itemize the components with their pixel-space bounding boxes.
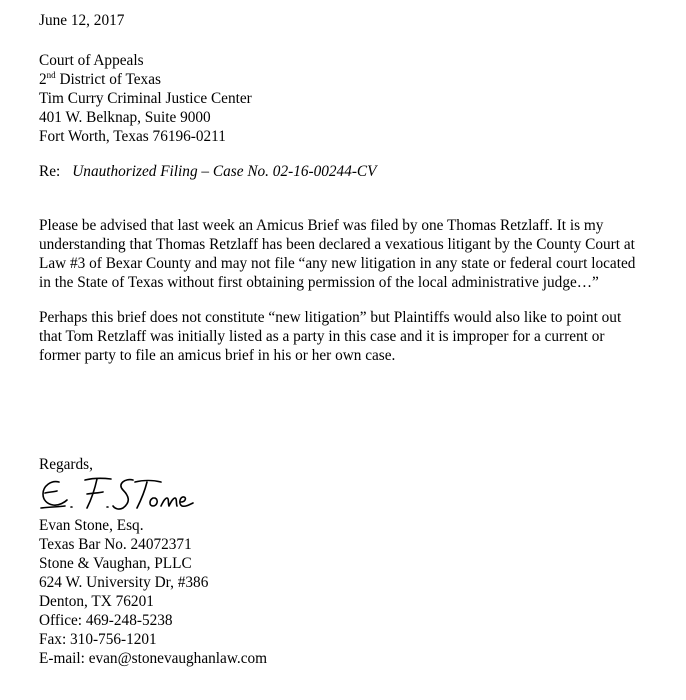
district-superscript: nd [46, 70, 56, 80]
sender-city: Denton, TX 76201 [39, 593, 154, 610]
re-subject: Unauthorized Filing – Case No. 02-16-00244-CV [72, 163, 377, 180]
paragraph-1-line: Law #3 of Bexar County and may not file “any new litigation in any state or federal court located [39, 255, 636, 272]
sender-firm: Stone & Vaughan, PLLC [39, 555, 192, 572]
sender-bar-number: Texas Bar No. 24072371 [39, 536, 192, 553]
district-number: 2 [39, 71, 47, 88]
letter-date: June 12, 2017 [39, 12, 125, 29]
re-label: Re: [39, 163, 61, 180]
paragraph-1-line: Please be advised that last week an Amicus Brief was filed by one Thomas Retzlaff. It is my [39, 217, 604, 234]
sender-name: Evan Stone, Esq. [39, 517, 144, 534]
paragraph-1-line: in the State of Texas without first obtaining permission of the local administrative judge…” [39, 274, 599, 291]
sender-office-phone: Office: 469-248-5238 [39, 612, 173, 629]
handwritten-signature [37, 474, 197, 516]
district-rest: District of Texas [55, 71, 161, 88]
sender-email[interactable]: E-mail: evan@stonevaughanlaw.com [39, 650, 268, 667]
recipient-name: Court of Appeals [39, 52, 144, 69]
paragraph-1-line: understanding that Thomas Retzlaff has been declared a vexatious litigant by the County Court at [39, 236, 635, 253]
recipient-district [39, 70, 161, 89]
paragraph-2-line: Perhaps this brief does not constitute “new litigation” but Plaintiffs would also like to point out [39, 309, 622, 326]
signature-drawing [37, 474, 197, 516]
sender-street: 624 W. University Dr, #386 [39, 574, 209, 591]
closing: Regards, [39, 456, 93, 473]
sender-fax: Fax: 310-756-1201 [39, 631, 157, 648]
recipient-building: Tim Curry Criminal Justice Center [39, 90, 252, 107]
paragraph-2-line: that Tom Retzlaff was initially listed as a party in this case and it is improper for a current or [39, 328, 605, 345]
recipient-street: 401 W. Belknap, Suite 9000 [39, 109, 211, 126]
paragraph-2-line: former party to file an amicus brief in his or her own case. [39, 347, 396, 364]
re-line [39, 162, 376, 181]
recipient-city: Fort Worth, Texas 76196-0211 [39, 128, 226, 145]
